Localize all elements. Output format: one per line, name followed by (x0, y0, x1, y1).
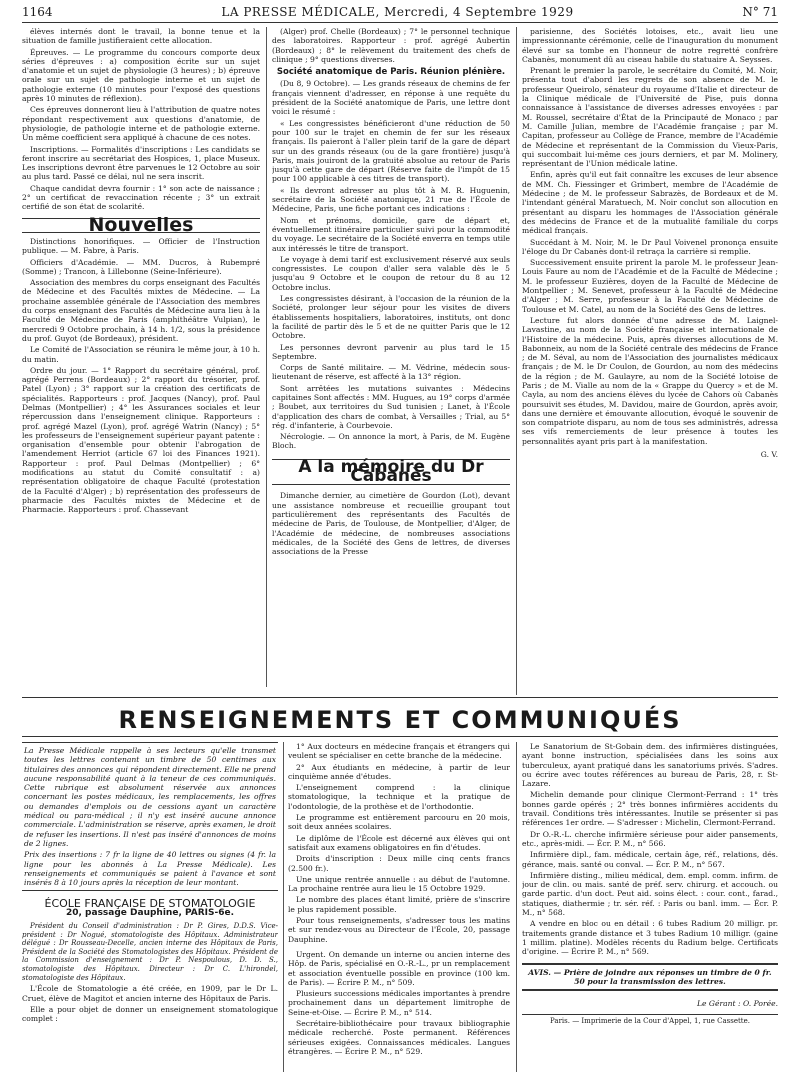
signature: G. V. (760, 450, 778, 460)
annonces-column-1 (22, 742, 278, 1072)
ecole-staff: Président du Conseil d'administration : Dr P. Gires, D.D.S. Vice-président : Dr Nogué, stomatologiste des Hôpitaux. Administrateur délégué : Dr Rousseau-Decelle, ancien interne des Hôpitaux de Paris, Président de la Société des Stomatologistes des Hôpitaux. Président de la Commission d'enseignement : Dr P. Nespoulous, D. D. S., stomatologiste des Hôpitaux. Directeur : Dr C. L'hirondel, stomatologiste des Hôpitaux. (22, 922, 278, 982)
classified-ad: Michelin demande pour clinique Clermont-Ferrand : 1° très bonnes garde opérés ; 2° très bonnes infirmières accidents du travail. Conditions très intéressantes. Inutile se présenter si pas références 1er ordre. — S'adresser : Michelin, Clermont-Ferrand. (522, 790, 778, 828)
paragraph: Successivement ensuite prirent la parole M. le professeur Jean-Louis Faure au nom de l'Académie et de la Faculté de Médecine ; M. le professeur Euzières, doyen de la Faculté de Médecine de Montpellier ; M. Senevet, professeur à la Faculté de Médecine d'Alger ; M. Serre, professeur à la Faculté de Médecine de Toulouse et M. Catel, au nom de la Société des Gens de lettres. (522, 258, 778, 314)
column-divider (516, 742, 517, 1072)
paragraph: Pour tous renseignements, s'adresser tous les matins et sur rendez-vous au Directeur de l'École, 20, passage Dauphine. (288, 916, 510, 944)
paragraph: L'enseignement comprend : la clinique stomatologique, la technique et la pratique de l'odontologie, de la prothèse et de l'orthodontie. (288, 783, 510, 811)
ecole-address: 20, passage Dauphine, PARIS-6e. (65, 907, 235, 918)
paragraph: Nécrologie. — On annonce la mort, à Paris, de M. Eugène Bloch. (272, 432, 510, 451)
paragraph: Épreuves. — Le programme du concours comporte deux séries d'épreuves : a) composition écrite sur un sujet d'anatomie et un sujet de physiologie (3 heures) ; b) épreuve orale sur un sujet de pathologie interne et un sujet de pathologie externe (10 minutes pour l'exposé des questions après 10 minutes de réflexion). (22, 47, 260, 104)
classified-ad: Infirmière disting., milieu médical, dem. empl. comm. infirm. de jour de clin. ou mais. santé de préf. serv. chirurg. et accouch. ou garde partic. d'un doct. Peut aid. soins élect. : cour. cont., farad., statiques, diathermie ; tr. sér. réf. : Paris ou banl. imm. — Écr. P. M., n° 568. (522, 870, 778, 918)
paragraph: Lecture fut alors donnée d'une adresse de M. Laignel-Lavastine, au nom de la Société française et internationale de l'Histoire de la médecine. Puis, après diverses allocutions de M. Babonneix, au nom de la Société centrale des médecins de France ; de M. Séval, au nom de l'Association des journalistes médicaux français ; de M. le Dr Coulon, de Gourdon, au nom des médecins de la région ; de M. Gaulayre, au nom de la Société lotoise de Paris ; de M. Vialle au nom de la « Grappe du Quercy » et de M. Cayla, au nom des anciens élèves du lycée de Cahors où Cabanès poursuivit ses études, M. Davidou, maire de Gourdon, après avoir, dans une dernière et émouvante allocution, évoqué le souvenir de son compatriote disparu, au nom de tous ses administrés, adressa ses vifs remerciements de leur présence à toutes les personnalités ayant pris part à la manifestation. (522, 315, 778, 446)
paragraph: Ordre du jour. — 1° Rapport du secrétaire général, prof. agrégé Perrens (Bordeaux) ; 2° rapport du trésorier, prof. Patel (Lyon) ; 3° rapport sur la création des certificats de spécialités. Rapporteurs : prof. Jacques (Nancy), prof. Paul Delmas (Montpellier) ; 4° les Assurances sociales et leur répercussion dans l'enseignement clinique. Rapporteurs : prof. agrégé Mazel (Lyon), prof. agrégé Watrin (Nancy) ; 5° les professeurs de l'enseignement supérieur payant patente : organisation d'ensemble pour obtenir l'abrogation de l'amendement Herriot (article 67 loi des Finances 1921). Rapporteur : prof. Paul Delmas (Montpellier) ; 6° modifications au statut du Comité consultatif : a) représentation obligatoire de chaque Faculté (protestation de la Faculté d'Alger) ; b) représentation des professeurs de pharmacie des Facultés mixtes de Médecine et de Pharmacie. Rapporteurs : prof. Chassevant (22, 365, 260, 515)
section-rule (22, 697, 778, 698)
paragraph: (Du 8, 9 Octobre). — Les grands réseaux de chemins de fer français viennent d'adresser, en réponse à une requête du président de la Société anatomique de Paris, une lettre dont voici le résumé : (272, 79, 510, 117)
issue-number: N° 71 (742, 5, 778, 19)
column-divider (283, 742, 284, 1072)
paragraph: Elle a pour objet de donner un enseignement stomatologique complet : (22, 1004, 278, 1024)
paragraph: Ces épreuves donneront lieu à l'attribution de quatre notes répondant respectivement aux questions d'anatomie, de physiologie, de pathologie interne et de pathologie externe. Un même coefficient sera appliqué à chacune de ces notes. (22, 105, 260, 143)
column-divider (266, 27, 267, 687)
paragraph: Le Comité de l'Association se réunira le même jour, à 10 h. du matin. (22, 345, 260, 364)
notice-box (22, 742, 278, 891)
journal-title: LA PRESSE MÉDICALE, Mercredi, 4 Septembre 1929 (221, 5, 574, 19)
paragraph: Le voyage à demi tarif est exclusivement réservé aux seuls congressistes. Le coupon d'aller sera valable dès le 5 jusqu'au 9 Octobre et le coupon de retour du 8 au 12 Octobre inclus. (272, 254, 510, 292)
annonces-column-2 (288, 742, 510, 1072)
section-rule (22, 736, 778, 737)
paragraph: « Les congressistes bénéficieront d'une réduction de 50 pour 100 sur le trajet en chemin de fer sur les réseaux français. Ils paieront à l'aller plein tarif de la gare de départ sur un des grands réseaux (ou de la gare frontière) jusqu'à Paris, mais jouiront de la gratuité absolue au retour de Paris jusqu'à cette gare de départ (Réserve faite de l'impôt de 15 pour 100 applicable à ces titres de transport). (272, 118, 510, 184)
ecole-title: ÉCOLE FRANÇAISE DE STOMATOLOGIE (44, 897, 256, 911)
column-2 (272, 27, 510, 687)
paragraph: Prenant le premier la parole, le secrétaire du Comité, M. Noir, présenta tout d'abord les regrets de son absence de M. le professeur Queirolo, sénateur du royaume d'Italie et directeur de la Clinique médicale de l'Université de Pise, puis donna connaissance à l'assistance de diverses adresses envoyées : par M. Roussel, secrétaire d'État de la Principauté de Monaco ; par M. Camille Julian, membre de l'Académie française ; par M. Capitan, professeur au Collège de France, membre de l'Académie de Médecine et représentant de la Commission du Vieux-Paris, qui succombait lui-même ces jours derniers, et par M. Molinery, représentant de l'Union médicale latine. (522, 66, 778, 169)
paragraph: Corps de Santé militaire. — M. Védrine, médecin sous-lieutenant de réserve, est affecté à la 13° région. (272, 363, 510, 382)
paragraph: L'École de Stomatologie a été créée, en 1909, par le Dr L. Cruet, élève de Magitot et ancien interne des Hôpitaux de Paris. (22, 984, 278, 1003)
classified-ad: A vendre en bloc ou en détail : 6 tubes Radium 20 milligr. pr. traitements grande distance et 3 tubes Radium 10 milligr. (gaine 1 millim. platine). Modèles récents du Radium belge. Certificats d'origine. — Écrire P. M., n° 569. (522, 919, 778, 957)
paragraph: Dimanche dernier, au cimetière de Gourdon (Lot), devant une assistance nombreuse et recueillie groupant tout particulièrement des représentants des Facultés de médecine de Paris, de Toulouse, de Montpellier, d'Alger, de l'Académie de médecine, de nombreuses associations médicales, de la Société des Gens de lettres, de diverses associations de la Presse (272, 491, 510, 557)
paragraph: Officiers d'Académie. — MM. Ducros, à Rubempré (Somme) ; Trancon, à Lillebonne (Seine-Inférieure). (22, 257, 260, 276)
paragraph: Succédant à M. Noir, M. le Dr Paul Voivenel prononça ensuite l'éloge du Dr Cabanès dont-il retraça la carrière si remplie. (522, 237, 778, 256)
paragraph: Droits d'inscription : Deux mille cinq cents francs (2.500 fr.). (288, 854, 510, 873)
classified-ad: Infirmière dipl., fam. médicale, certain âge, réf., relations, dés. gérance, mais. santé ou conval. — Écr. P. M., n° 567. (522, 850, 778, 869)
paragraph: Inscriptions. — Formalités d'inscriptions : Les candidats se feront inscrire au secrétariat des Hospices, 1, place Museux. Les inscriptions devront être parvenues le 12 Octobre au soir au plus tard. Passé ce délai, nul ne sera inscrit. (22, 144, 260, 182)
paragraph: Distinctions honorifiques. — Officier de l'Instruction publique. — M. Fabre, à Paris. (22, 236, 260, 256)
paragraph: Une unique rentrée annuelle : au début de l'automne. La prochaine rentrée aura lieu le 15 Octobre 1929. (288, 874, 510, 894)
column-divider (516, 27, 517, 695)
paragraph: Sont arrêtées les mutations suivantes : Médecins capitaines Sont affectés : MM. Hugues, au 19° corps d'armée ; Boubet, aux territoires du Sud tunisien ; Lanet, à l'École d'application des chars de combat, à Versailles ; Trial, au 5° rég. d'infanterie, à Courbevoie. (272, 383, 510, 430)
paragraph: Le diplôme de l'École est décerné aux élèves qui ont satisfait aux examens obligatoires en fin d'études. (288, 833, 510, 852)
paragraph: Association des membres du corps enseignant des Facultés de Médecine et des Facultés mixtes de Médecine. — La prochaine assemblée générale de l'Association des membres du corps enseignant des Facultés de Médecine aura lieu à la Faculté de Médecine de Paris (amphithéâtre Vulpian), le mercredi 9 Octobre prochain, à 14 h. 1/2, sous la présidence du prof. Guyot (de Bordeaux), président. (22, 278, 260, 343)
classified-ad: Dr O.-R.-L. cherche infirmière sérieuse pour aider pansements, etc., après-midi. — Écr. P. M., n° 566. (522, 829, 778, 848)
notice-text: La Presse Médicale rappelle à ses lecteurs qu'elle transmet toutes les lettres contenant un timbre de 50 centimes aux titulaires des annonces qui répondent directement. Elle ne prend aucune responsabilité quant à la teneur de ces communiqués. Cette rubrique est absolument réservée aux annonces concernant les postes médicaux, les remplacements, les offres ou demandes d'emplois ou de cessions ayant un caractère médical ou para-médical ; il n'y est inséré aucune annonce commerciale. L'administration se réserve, après examen, le droit de refuser les insertions. Il n'est pas inséré d'annonces de moins de 2 lignes. (24, 746, 277, 848)
paragraph: élèves internés dont le travail, la bonne tenue et la situation de famille justifieraient cette allocation. (22, 27, 260, 46)
paragraph: Le programme est entièrement parcouru en 20 mois, soit deux années scolaires. (288, 813, 510, 832)
classified-ad: Le Sanatorium de St-Gobain dem. des infirmières distinguées, ayant bonne instruction, spécialisées dans les soins aux tuberculeux, ayant pratiqué dans les sanatoriums privés. S'adres. ou écrire avec toutes références au bureau de Paris, 28, r. St-Lazare. (522, 742, 778, 789)
pricing-text: Prix des insertions : 7 fr la ligne de 40 lettres ou signes (4 fr. la ligne pour les abonnés à La Presse Médicale). Les renseignements et communiqués se paient à l'avance et sont insérés 8 à 10 jours après la réception de leur montant. (24, 850, 276, 888)
paragraph: 2° Aux étudiants en médecine, à partir de leur cinquième année d'études. (288, 762, 510, 781)
paragraph: Nom et prénoms, domicile, gare de départ et, éventuellement itinéraire particulier suivi pour la commodité du voyage. Le secrétaire de la Société enverra en temps utile aux intéressés le titre de transport. (272, 215, 510, 253)
paragraph: Les congressistes désirant, à l'occasion de la réunion de la Société, prolonger leur séjour pour les visites de divers établissements hospitaliers, laboratoires, instituts, ont donc la facilité de partir dès le 5 et de ne quitter Paris que le 12 Octobre. (272, 294, 510, 341)
page-header (22, 2, 778, 23)
section-heading-memoire: A la mémoire du Dr Cabanès (272, 459, 510, 486)
paragraph: parisienne, des Sociétés lotoises, etc., avait lieu une impressionnante cérémonie, celle de l'inauguration du monument élevé sur sa tombe en l'honneur de notre regretté confrère Cabanès, monument dû au ciseau habile du statuaire A. Seysses. (522, 27, 778, 64)
section-title: RENSEIGNEMENTS ET COMMUNIQUÉS (118, 706, 682, 734)
avis-box: AVIS. — Prière de joindre aux réponses un timbre de 0 fr. 50 pour la transmission des lettres. (522, 963, 778, 992)
paragraph: Le nombre des places étant limité, prière de s'inscrire le plus rapidement possible. (288, 895, 510, 914)
classified-ad: Secrétaire-bibliothécaire pour travaux bibliographie médicale recherché. Poste permanent. Références sérieuses exigées. Connaissances médicales. Langues étrangères. — Écrire P. M., n° 529. (288, 1019, 510, 1056)
paragraph: (Alger) prof. Chelle (Bordeaux) ; 7° le personnel technique des laboratoires. Rapporteur : prof. agrégé Aubertin (Bordeaux) ; 8° le relèvement du traitement des chefs de clinique ; 9° questions diverses. (272, 27, 510, 64)
imprint-line: Paris. — Imprimerie de la Cour d'Appel, 1, rue Cassette. (522, 1014, 778, 1026)
paragraph: « Ils devront adresser au plus tôt à M. R. Huguenin, secrétaire de la Société anatomique, 21 rue de l'École de Médecine, Paris, une fiche portant ces indications : (272, 185, 510, 214)
paragraph: 1° Aux docteurs en médecine français et étrangers qui veulent se spécialiser en cette branche de la médecine. (288, 742, 510, 761)
classified-ad: Plusieurs successions médicales importantes à prendre prochainement dans un département limitrophe de Seine-et-Oise. — Écrire P. M., n° 514. (288, 989, 510, 1017)
paragraph: Les personnes devront parvenir au plus tard le 15 Septembre. (272, 342, 510, 361)
column-1 (22, 27, 260, 687)
column-3 (522, 27, 778, 695)
paragraph: Chaque candidat devra fournir : 1° son acte de naissance ; 2° un certificat de revaccination récente ; 3° un extrait certifié de son état de scolarité. (22, 183, 260, 212)
annonces-column-3 (522, 742, 778, 1072)
page-number: 1164 (22, 5, 53, 19)
subheading: Société anatomique de Paris. Réunion plénière. (276, 67, 506, 78)
gerant-line: Le Gérant : O. Porée. (696, 999, 778, 1009)
classified-ad: Urgent. On demande un interne ou ancien interne des Hôp. de Paris, spécialisé en O.-R.-L., pr un remplacement et association éventuelle possible en province (100 km. de Paris). — Écrire P. M., n° 509. (288, 949, 510, 987)
paragraph: Enfin, après qu'il eut fait connaître les excuses de leur absence de MM. Ch. Fiessinger et Grimbert, membre de l'Académie de Médecine ; de M. le professeur Sabrazès, de Bordeaux et de M. l'intendant général Maratuech, M. Noir conclut son allocution en présentant au disparu les hommages de l'Association générale des médecins de France et de la mutualité familiale du corps médical français. (522, 170, 778, 236)
section-heading-nouvelles: Nouvelles (22, 218, 260, 233)
